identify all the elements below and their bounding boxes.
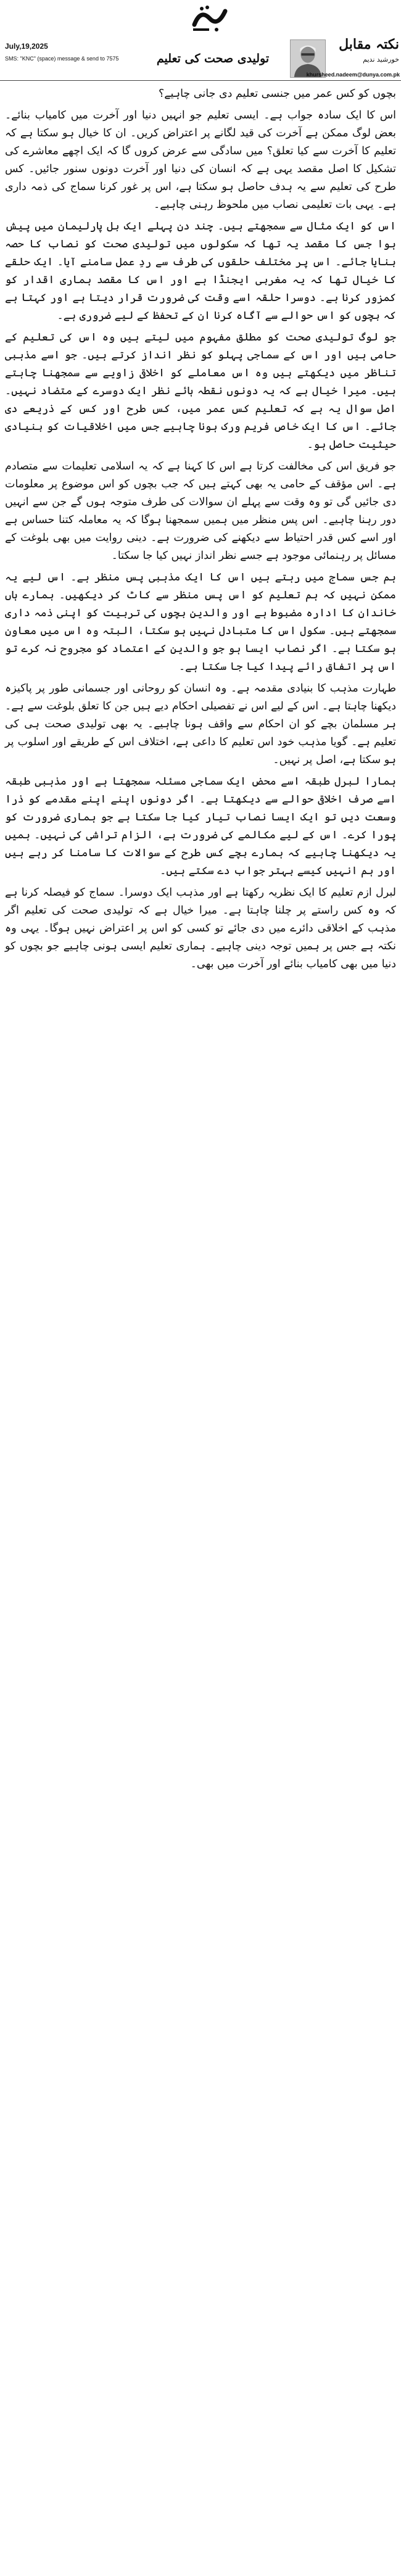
masthead [0, 0, 401, 79]
header-divider [0, 80, 401, 81]
author-email: khursheed.nadeem@dunya.com.pk [306, 72, 400, 78]
date-block [5, 42, 147, 62]
publish-date: July,19,2025 [5, 42, 48, 51]
column-name: نکتہ مقابل [339, 36, 399, 52]
sms-instructions: SMS: "KNC" (space) message & send to 7575 [5, 56, 119, 62]
article-paragraph: ہمارا لبرل طبقہ اسے محض ایک سماجی مسئلہ سمجھتا ہے اور مذہبی طبقہ اسے صرف اخلاقی حوالے سے دیکھتا ہے۔ اگر دونوں اپنے اپنے مقدمے کو ذرا وسعت دیں تو ایک ایسا نصاب تیار کیا جا سکتا ہے جو ہماری ضرورت کو پورا کرے۔ اس کے لیے مکالمے کی ضرورت ہے، الزام تراشی کی نہیں۔ ہمیں یہ دیکھنا چاہیے کہ ہمارے بچے کس طرح کے سوالات کا سامنا کر رہے ہیں اور ہم انہیں کیسے بہتر جواب دے سکتے ہیں۔ [5, 775, 396, 877]
author-name: خورشید ندیم [363, 56, 399, 64]
article-paragraph: جو لوگ تولیدی صحت کو مطلق مفہوم میں لیتے ہیں وہ اس کی تعلیم کے حامی ہیں اور اس کے سماجی پہلو کو نظر انداز کرتے ہیں۔ جو اسے مذہبی تناظر میں دیکھتے ہیں وہ اس معاملے کو اخلاقی زاویے سے سمجھنا چاہتے ہیں۔ میرا خیال ہے کہ یہ دونوں نقطہ ہائے نظر ایک دوسرے کے متضاد نہیں۔ اصل سوال یہ ہے کہ تعلیم کس عمر میں، کس طرح اور کس کے ذریعے دی جائے۔ اس کا ایک خاص فریم ورک ہونا چاہیے جس میں اخلاقیات کو بنیادی حیثیت حاصل ہو۔ [5, 331, 396, 451]
article-paragraph: جو فریق اس کی مخالفت کرتا ہے اس کا کہنا ہے کہ یہ اسلامی تعلیمات سے متصادم ہے۔ اس مؤقف کے حامی یہ بھی کہتے ہیں کہ جب بچوں کو اس موضوع پر معلومات دی جائیں گی تو وہ وقت سے پہلے ان سوالات کی طرف متوجہ ہوں گے جن سے انہیں دور رہنا چاہیے۔ اس پس منظر میں ہمیں سمجھنا ہوگا کہ یہ معاملہ کتنا حساس ہے اور اسے کس قدر احتیاط سے دیکھنے کی ضرورت ہے۔ دینی روایت میں بھی بلوغت کے مسائل پر رہنمائی موجود ہے جسے نظر انداز نہیں کیا جا سکتا۔ [5, 460, 396, 562]
article-paragraph: اس کا ایک سادہ جواب ہے۔ ایسی تعلیم جو انہیں دنیا اور آخرت میں کامیاب بنائے۔ بعض لوگ ممکن ہے آخرت کی قید لگانے پر اعتراض کریں۔ ان کا خیال ہو سکتا ہے کہ تعلیم کا آخرت سے کیا تعلق؟ میں سادگی سے عرض کروں گا کہ ایک اچھے معاشرے کی تشکیل کا اصل مقصد یہی ہے کہ انسان کی دنیا اور آخرت دونوں سنور جائیں۔ کس طرح کی تعلیم سے یہ ہدف حاصل ہو سکتا ہے، اس پر غور کرنا سماج کی ذمہ داری ہے۔ یہی بات تعلیمی نصاب میں ملحوظ رہنی چاہیے۔ [5, 109, 396, 211]
article-paragraph: لبرل ازم تعلیم کا ایک نظریہ رکھتا ہے اور مذہب ایک دوسرا۔ سماج کو فیصلہ کرنا ہے کہ وہ کس راستے پر چلنا چاہتا ہے۔ میرا خیال ہے کہ تولیدی صحت کی تعلیم اگر مذہب کے اخلاقی دائرے میں دی جائے تو کسی کو اس پر اعتراض نہیں ہوگا۔ یہی وہ نکتہ ہے جس پر ہمیں توجہ دینی چاہیے۔ ہماری تعلیم ایسی ہونی چاہیے جو بچوں کو دنیا میں بھی کامیاب بنائے اور آخرت میں بھی۔ [5, 886, 396, 970]
article-paragraph: بچوں کو کس عمر میں جنسی تعلیم دی جانی چاہیے؟ [159, 88, 396, 100]
newspaper-logo [188, 0, 231, 37]
article-paragraph: ہم جس سماج میں رہتے ہیں اس کا ایک مذہبی پس منظر ہے۔ اس لیے یہ ممکن نہیں کہ ہم تعلیم کو اس پس منظر سے کاٹ کر دیکھیں۔ ہمارے ہاں خاندان کا ادارہ مضبوط ہے اور والدین بچوں کی تربیت کو اپنی ذمہ داری سمجھتے ہیں۔ سکول اس کا متبادل نہیں ہو سکتا، البتہ وہ اس میں معاون ہو سکتا ہے۔ اگر نصاب ایسا ہو جو والدین کے اعتماد کو مجروح نہ کرے تو اس پر اتفاق رائے پیدا کیا جا سکتا ہے۔ [5, 571, 396, 673]
article-paragraph: طہارت مذہب کا بنیادی مقدمہ ہے۔ وہ انسان کو روحانی اور جسمانی طور پر پاکیزہ دیکھنا چاہتا ہے۔ اس کے لیے اس نے تفصیلی احکام دیے ہیں جن کا تعلق بلوغت سے ہے۔ ہر مسلمان بچے کو ان احکام سے واقف ہونا چاہیے۔ یہ بھی تولیدی صحت ہی کی تعلیم ہے۔ گویا مذہب خود اس تعلیم کا داعی ہے، اختلاف اس کے طریقے اور اسلوب پر ہو سکتا ہے، اصل پر نہیں۔ [5, 682, 396, 766]
logo-mark-icon [188, 0, 231, 37]
column-title: تولیدی صحت کی تعلیم [156, 52, 270, 65]
article-body [5, 85, 396, 977]
article-paragraph: اس کو ایک مثال سے سمجھتے ہیں۔ چند دن پہلے ایک بل پارلیمان میں پیش ہوا جس کا مقصد یہ تھا کہ سکولوں میں تولیدی صحت کو نصاب کا حصہ بنایا جائے۔ اس پر مختلف حلقوں کی طرف سے ردِ عمل سامنے آیا۔ ایک حلقے کا خیال تھا کہ یہ مغربی ایجنڈا ہے اور اس کا مقصد ہماری اقدار کو کمزور کرنا ہے۔ دوسرا حلقہ اسے وقت کی ضرورت قرار دیتا ہے اور کہتا ہے کہ بچوں کو اس حوالے سے آگاہ کرنا ان کے تحفظ کے لیے ضروری ہے۔ [5, 220, 396, 322]
